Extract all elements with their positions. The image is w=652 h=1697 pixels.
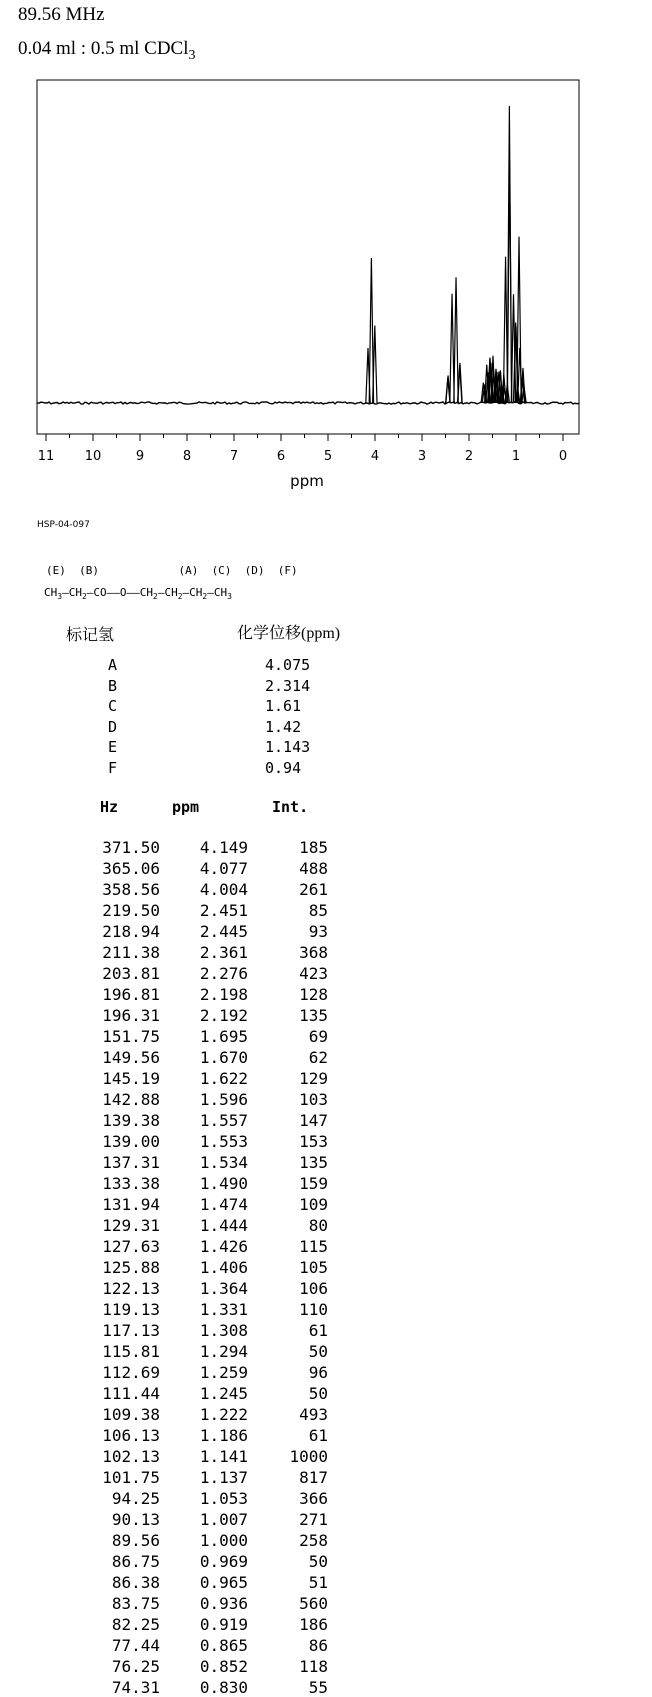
- peak-intensity: 105: [299, 1258, 328, 1277]
- peak-hz: 117.13: [102, 1321, 160, 1340]
- x-tick-label: 9: [135, 449, 145, 464]
- peak-hz: 203.81: [102, 964, 160, 983]
- peak-intensity: 493: [299, 1405, 328, 1424]
- structure-formula: $CH_3—CH_2—CO——O——CH_2—CH_2—CH_2—CH_3$: [44, 586, 232, 602]
- peak-ppm: 1.622: [199, 1069, 248, 1088]
- peak-ppm: 0.919: [199, 1615, 248, 1634]
- peak-ppm: 0.865: [199, 1636, 248, 1655]
- peak-intensity: 153: [299, 1132, 328, 1151]
- peak-ppm: 4.077: [199, 859, 248, 878]
- peak-intensity: 85: [308, 901, 328, 920]
- assignment-shift: 1.42: [265, 717, 302, 736]
- peak-intensity: 55: [308, 1678, 328, 1697]
- peak-intensity: 368: [299, 943, 328, 962]
- peak-hz: 365.06: [102, 859, 160, 878]
- peak-hz: 101.75: [102, 1468, 160, 1487]
- peak-intensity: 115: [299, 1237, 328, 1256]
- peak-intensity: 110: [299, 1300, 328, 1319]
- peak-intensity: 817: [299, 1468, 328, 1487]
- peak-intensity: 488: [299, 859, 328, 878]
- peak-intensity: 147: [299, 1111, 328, 1130]
- peak-intensity: 186: [299, 1615, 328, 1634]
- peak-intensity: 129: [299, 1069, 328, 1088]
- peak-ppm: 0.936: [199, 1594, 248, 1613]
- column-header-ppm: ppm: [172, 798, 200, 816]
- assignment-shift: 1.143: [265, 738, 311, 757]
- peak-ppm: 1.007: [199, 1510, 248, 1529]
- assignment-label: D: [108, 717, 118, 736]
- peak-hz: 74.31: [111, 1678, 160, 1697]
- peak-hz: 196.31: [102, 1006, 160, 1025]
- spectrum-code: HSP-04-097: [37, 520, 90, 530]
- peak-intensity: 271: [299, 1510, 328, 1529]
- peak-intensity: 185: [299, 838, 328, 857]
- spectrum-peaks: [366, 106, 526, 403]
- peak-hz: 127.63: [102, 1237, 160, 1256]
- peak-intensity: 50: [308, 1552, 328, 1571]
- x-tick-label: 10: [84, 449, 102, 464]
- peak-intensity: 103: [299, 1090, 328, 1109]
- x-axis-ticks: [38, 434, 567, 464]
- peak-hz: 106.13: [102, 1426, 160, 1445]
- assignment-header-shift: 化学位移(ppm): [237, 625, 341, 642]
- peak-ppm: 2.276: [199, 964, 248, 983]
- peak-intensity: 51: [308, 1573, 328, 1592]
- x-axis-label: ppm: [290, 472, 324, 490]
- column-header-hz: Hz: [100, 798, 119, 816]
- peak-ppm: 1.444: [199, 1216, 248, 1235]
- column-header-int: Int.: [272, 798, 309, 816]
- x-tick-label: 7: [229, 449, 239, 464]
- peak-hz: 115.81: [102, 1342, 160, 1361]
- peak-intensity: 1000: [289, 1447, 328, 1466]
- peak-hz: 82.25: [111, 1615, 160, 1634]
- peak-ppm: 1.222: [199, 1405, 248, 1424]
- assignment-shift: 0.94: [265, 759, 302, 777]
- peak-ppm: 0.965: [199, 1573, 248, 1592]
- peak-hz: 196.81: [102, 985, 160, 1004]
- assignment-shift: 4.075: [265, 656, 311, 674]
- peak-intensity: 86: [308, 1636, 328, 1655]
- peak-ppm: 1.141: [199, 1447, 248, 1466]
- peak-hz: 218.94: [102, 922, 160, 941]
- assignment-label: C: [108, 697, 118, 716]
- peak-intensity: 50: [308, 1384, 328, 1403]
- peak-hz: 119.13: [102, 1300, 160, 1319]
- peak-ppm: 1.426: [199, 1237, 248, 1256]
- peak-hz: 358.56: [102, 880, 160, 899]
- spectrum-peak: [454, 277, 458, 403]
- assignment-header-label: 标记氢: [66, 627, 115, 644]
- assignment-shift: 2.314: [265, 676, 311, 695]
- spectrum-peak: [458, 363, 462, 403]
- peak-ppm: 1.259: [199, 1363, 248, 1382]
- x-tick-label: 6: [276, 449, 286, 464]
- peak-hz: 122.13: [102, 1279, 160, 1298]
- peak-hz: 151.75: [102, 1027, 160, 1046]
- peak-hz: 76.25: [111, 1657, 160, 1676]
- x-tick-label: 8: [182, 449, 192, 464]
- peak-ppm: 1.245: [199, 1384, 248, 1403]
- peak-ppm: 1.695: [199, 1027, 248, 1046]
- peak-hz: 89.56: [111, 1531, 160, 1550]
- assignment-label: F: [108, 759, 118, 777]
- peak-hz: 371.50: [102, 838, 160, 857]
- peak-intensity: 560: [299, 1594, 328, 1613]
- peak-hz: 77.44: [111, 1636, 160, 1655]
- peak-intensity: 258: [299, 1531, 328, 1550]
- peak-hz: 86.75: [111, 1552, 160, 1571]
- assignment-shift: 1.61: [265, 697, 302, 716]
- peak-ppm: 2.192: [199, 1006, 248, 1025]
- peak-hz: 149.56: [102, 1048, 160, 1067]
- peak-intensity: 96: [308, 1363, 328, 1382]
- peak-ppm: 0.830: [199, 1678, 248, 1697]
- peak-ppm: 1.474: [199, 1195, 248, 1214]
- peak-ppm: 4.004: [199, 880, 248, 899]
- peak-ppm: 1.596: [199, 1090, 248, 1109]
- peak-ppm: 1.053: [199, 1489, 248, 1508]
- peak-intensity: 135: [299, 1006, 328, 1025]
- assignment-label: A: [108, 656, 118, 674]
- x-tick-label: 5: [323, 449, 333, 464]
- peak-intensity: 50: [308, 1342, 328, 1361]
- peak-hz: 139.00: [102, 1132, 160, 1151]
- peak-hz: 83.75: [111, 1594, 160, 1613]
- peak-ppm: 0.852: [199, 1657, 248, 1676]
- sample-subscript: 3: [188, 47, 196, 63]
- peak-ppm: 1.331: [199, 1300, 248, 1319]
- peak-hz: 125.88: [102, 1258, 160, 1277]
- peak-intensity: 135: [299, 1153, 328, 1172]
- peak-ppm: 4.149: [199, 838, 248, 857]
- spectrum-peak: [507, 160, 511, 403]
- x-tick-label: 1: [511, 449, 521, 464]
- peak-intensity: 106: [299, 1279, 328, 1298]
- peak-intensity: 62: [308, 1048, 328, 1067]
- spectrometer-frequency: 89.56 MHz: [18, 4, 105, 25]
- peak-intensity: 80: [308, 1216, 328, 1235]
- spectrum-peak: [373, 325, 377, 403]
- peak-hz: 142.88: [102, 1090, 160, 1109]
- x-tick-label: 3: [417, 449, 427, 464]
- peak-ppm: 1.308: [199, 1321, 248, 1340]
- assignment-label: E: [108, 738, 118, 757]
- x-tick-label: 2: [464, 449, 474, 464]
- peak-hz: 133.38: [102, 1174, 160, 1193]
- peak-intensity: 61: [308, 1321, 328, 1340]
- peak-hz: 94.25: [111, 1489, 160, 1508]
- peak-ppm: 1.364: [199, 1279, 248, 1298]
- peak-hz: 102.13: [102, 1447, 160, 1466]
- peak-ppm: 2.198: [199, 985, 248, 1004]
- x-tick-label: 0: [558, 449, 568, 464]
- peak-hz: 129.31: [102, 1216, 160, 1235]
- peak-hz: 219.50: [102, 901, 160, 920]
- assignment-label: B: [108, 676, 118, 695]
- peak-ppm: 1.557: [199, 1111, 248, 1130]
- peak-intensity: 423: [299, 964, 328, 983]
- peak-hz: 211.38: [102, 943, 160, 962]
- peak-ppm: 1.000: [199, 1531, 248, 1550]
- peak-intensity: 366: [299, 1489, 328, 1508]
- nmr-spectrum-chart: [0, 0, 652, 520]
- peak-intensity: 93: [308, 922, 328, 941]
- peak-intensity: 69: [308, 1027, 328, 1046]
- peak-ppm: 1.186: [199, 1426, 248, 1445]
- structure-hydrogen-labels: (E) (B) (A) (C) (D) (F): [46, 564, 298, 577]
- peak-ppm: 2.361: [199, 943, 248, 962]
- x-tick-label: 4: [370, 449, 380, 464]
- peak-intensity: 61: [308, 1426, 328, 1445]
- x-tick-label: 11: [37, 449, 55, 464]
- peak-hz: 139.38: [102, 1111, 160, 1130]
- peak-ppm: 1.670: [199, 1048, 248, 1067]
- peak-ppm: 1.534: [199, 1153, 248, 1172]
- peak-ppm: 2.445: [199, 922, 248, 941]
- peak-ppm: 2.451: [199, 901, 248, 920]
- peak-ppm: 1.406: [199, 1258, 248, 1277]
- peak-intensity: 109: [299, 1195, 328, 1214]
- peak-hz: 131.94: [102, 1195, 160, 1214]
- peak-intensity: 159: [299, 1174, 328, 1193]
- peak-ppm: 1.490: [199, 1174, 248, 1193]
- peak-hz: 90.13: [111, 1510, 160, 1529]
- peak-intensity: 128: [299, 985, 328, 1004]
- peak-hz: 109.38: [102, 1405, 160, 1424]
- peak-ppm: 0.969: [199, 1552, 248, 1571]
- peak-hz: 111.44: [102, 1384, 160, 1403]
- peak-intensity: 261: [299, 880, 328, 899]
- peak-hz: 86.38: [111, 1573, 160, 1592]
- peak-ppm: 1.294: [199, 1342, 248, 1361]
- peak-ppm: 1.137: [199, 1468, 248, 1487]
- peak-hz: 145.19: [102, 1069, 160, 1088]
- peak-ppm: 1.553: [199, 1132, 248, 1151]
- peak-hz: 112.69: [102, 1363, 160, 1382]
- sample-text: 0.04 ml : 0.5 ml CDCl: [18, 38, 189, 59]
- peak-hz: 137.31: [102, 1153, 160, 1172]
- peak-intensity: 118: [299, 1657, 328, 1676]
